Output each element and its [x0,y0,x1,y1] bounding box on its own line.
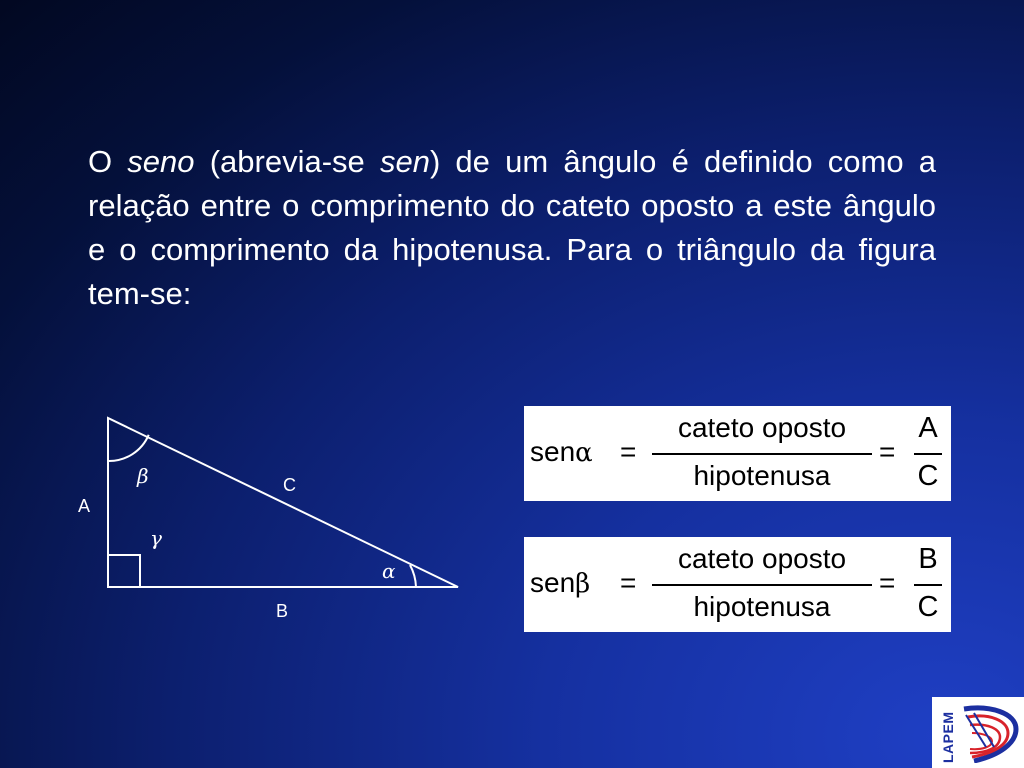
formula-letter-denominator: C [917,591,939,623]
angle-arc-beta [108,435,149,461]
formula-sen-text: sen [530,436,576,467]
para-text-1: O [88,144,128,179]
formula-sine-alpha [524,406,951,501]
formula-sen-text: sen [530,567,576,598]
side-label-c: C [283,475,296,495]
angle-label-beta: β [137,464,149,488]
logo-swoosh-icon [960,703,1020,763]
formula-lhs [530,567,590,599]
formula-equals-1: = [620,436,637,467]
formula-letter-denominator: C [917,460,939,492]
formula-letter-numerator: B [918,543,938,575]
formula-numerator: cateto oposto [677,543,847,574]
angle-arc-alpha [410,565,416,587]
fraction-bar-short [914,453,942,455]
para-text-2: (abrevia-se [194,144,380,179]
angle-label-alpha: α [382,559,396,583]
para-term-seno: seno [127,144,195,179]
fraction-bar [652,453,872,455]
right-angle-marker [108,555,140,587]
formula-equals-2: = [879,567,896,598]
triangle-outline [108,418,458,587]
para-text-3: ) de um ângulo é definido como a relação entre o comprimento do cateto oposto a este ângulo e o comprimento da hipotenusa. Para o triângulo da figura tem-se: [88,144,936,311]
formula-equals-2: = [879,436,896,467]
lapem-logo: LAPEM [932,697,1024,768]
formula-numerator: cateto oposto [677,412,847,443]
angle-label-gamma: γ [150,526,162,550]
side-label-a: A [78,496,91,516]
side-label-b: B [276,601,289,621]
formula-greek-alpha: α [575,438,593,468]
formula-denominator: hipotenusa [693,460,831,491]
fraction-bar [652,584,872,586]
formula-denominator: hipotenusa [693,591,831,622]
fraction-bar-short [914,584,942,586]
formula-greek-beta: β [575,569,591,599]
formula-equals-1: = [620,567,637,598]
formula-sine-beta [524,537,951,632]
formula-letter-numerator: A [918,412,938,444]
para-term-sen: sen [379,144,430,179]
formula-lhs [530,436,593,468]
